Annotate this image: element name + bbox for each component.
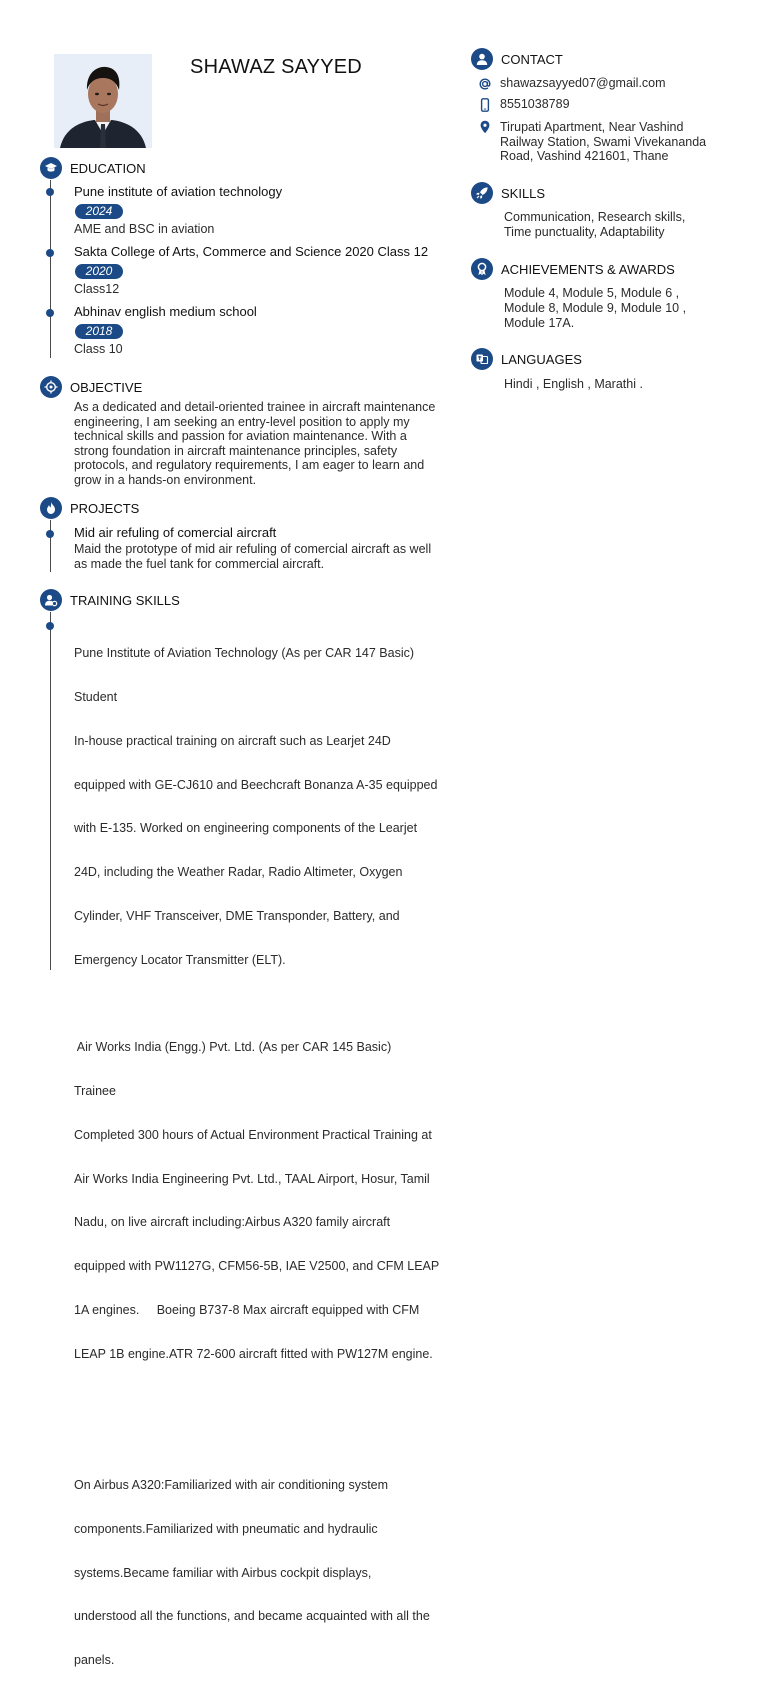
training-line: with E-135. Worked on engineering components of the Learjet (74, 821, 418, 836)
education-title: EDUCATION (70, 160, 146, 176)
training-line: equipped with PW1127G, CFM56-5B, IAE V2500, and CFM LEAP (74, 1259, 440, 1274)
address-line: Tirupati Apartment, Near Vashind (500, 120, 684, 134)
training-line: Nadu, on live aircraft including:Airbus A320 family aircraft (74, 1215, 391, 1230)
training-line: Cylinder, VHF Transceiver, DME Transponder, Battery, and (74, 908, 400, 923)
contact-phone[interactable]: 8551038789 (500, 97, 570, 111)
award-ribbon-icon (471, 258, 493, 280)
objective-line: grow in a hands-on environment. (74, 472, 257, 487)
education-detail: AME and BSC in aviation (74, 222, 215, 236)
achievements-line: Module 4, Module 5, Module 6 , (504, 286, 680, 300)
objective-line: As a dedicated and detail-oriented trainee in aircraft maintenance (74, 400, 436, 414)
project-description (74, 542, 431, 571)
at-icon (478, 77, 492, 91)
address-line: Railway Station, Swami Vivekananda (500, 134, 707, 149)
objective-line: technical skills and passion for aviation maintenance. With a (74, 429, 407, 444)
education-detail: Class 10 (74, 342, 123, 356)
objective-line: engineering, I am seeking an entry-level position to apply my (74, 414, 410, 429)
training-line (74, 1434, 439, 1449)
training-title: TRAINING SKILLS (70, 592, 180, 608)
timeline-dot (46, 249, 54, 257)
mobile-phone-icon (478, 98, 492, 112)
education-year-badge: 2018 (75, 324, 123, 339)
languages-heading (471, 348, 582, 370)
training-timeline (50, 612, 52, 970)
projects-title: PROJECTS (70, 500, 140, 516)
training-line: systems.Became familiar with Airbus cockpit displays, (74, 1565, 372, 1580)
training-heading (40, 589, 180, 611)
training-text (74, 617, 439, 1682)
training-line: Pune Institute of Aviation Technology (As per CAR 147 Basic) (74, 646, 415, 661)
project-line: as made the fuel tank for commercial aircraft. (74, 556, 325, 571)
contact-title: CONTACT (501, 51, 563, 67)
education-institution: Sakta College of Arts, Commerce and Science 2020 Class 12 (74, 244, 429, 259)
rocket-icon (471, 182, 493, 204)
skills-heading (471, 182, 545, 204)
languages-title: LANGUAGES (501, 351, 582, 367)
training-line: equipped with GE-CJ610 and Beechcraft Bonanza A-35 equipped (74, 777, 438, 792)
skills-line: Time punctuality, Adaptability (504, 225, 665, 239)
achievements-line: Module 8, Module 9, Module 10 , (504, 301, 687, 315)
education-year-badge: 2020 (75, 264, 123, 279)
candidate-name: SHAWAZ SAYYED (190, 56, 362, 78)
objective-line: strong foundation in aircraft maintenance principles, safety (74, 443, 398, 458)
training-line: 24D, including the Weather Radar, Radio Altimeter, Oxygen (74, 865, 403, 880)
training-line: Emergency Locator Transmitter (ELT). (74, 952, 286, 967)
education-heading (40, 157, 146, 179)
timeline-dot (46, 622, 54, 630)
objective-text (74, 400, 435, 488)
objective-title: OBJECTIVE (70, 379, 143, 395)
timeline-dot (46, 188, 54, 196)
skills-title: SKILLS (501, 185, 546, 201)
education-institution: Pune institute of aviation technology (74, 184, 283, 199)
project-line: Maid the prototype of mid air refuling of comercial aircraft as well (74, 542, 432, 556)
contact-email[interactable]: shawazsayyed07@gmail.com (500, 76, 666, 90)
timeline-dot (46, 530, 54, 538)
training-line: components.Familiarized with pneumatic and hydraulic (74, 1521, 378, 1536)
skills-line: Communication, Research skills, (504, 210, 686, 224)
training-line: Air Works India (Engg.) Pvt. Ltd. (As per CAR 145 Basic) (74, 1040, 392, 1055)
achievements-line: Module 17A. (504, 316, 575, 330)
training-line (74, 996, 439, 1011)
training-line: LEAP 1B engine.ATR 72-600 aircraft fitted with PW127M engine. (74, 1346, 433, 1361)
translate-icon (471, 348, 493, 370)
training-line (74, 1390, 439, 1405)
training-line: In-house practical training on aircraft such as Learjet 24D (74, 733, 391, 748)
timeline-dot (46, 309, 54, 317)
languages-text: Hindi , English , Marathi . (504, 377, 643, 391)
skills-text (504, 210, 685, 240)
training-line: Air Works India Engineering Pvt. Ltd., TAAL Airport, Hosur, Tamil (74, 1171, 430, 1186)
achievements-text (504, 286, 686, 331)
contact-address (500, 120, 706, 164)
training-line: On Airbus A320:Familiarized with air conditioning system (74, 1478, 389, 1493)
person-icon (471, 48, 493, 70)
address-line: Road, Vashind 421601, Thane (500, 149, 669, 164)
target-icon (40, 376, 62, 398)
objective-line: protocols, and regulatory requirements, I am eager to learn and (74, 458, 425, 473)
training-line: Trainee (74, 1084, 116, 1098)
flame-icon (40, 497, 62, 519)
objective-heading (40, 376, 142, 398)
projects-heading (40, 497, 139, 519)
projects-timeline (50, 520, 52, 572)
training-line: panels. (74, 1653, 115, 1668)
education-detail: Class12 (74, 282, 120, 296)
training-line: Student (74, 689, 118, 704)
graduation-cap-icon (40, 157, 62, 179)
training-line: Completed 300 hours of Actual Environment Practical Training at (74, 1127, 432, 1142)
training-line: understood all the functions, and became acquainted with all the (74, 1609, 430, 1624)
contact-heading (471, 48, 563, 70)
profile-photo (54, 54, 152, 148)
achievements-title: ACHIEVEMENTS & AWARDS (501, 261, 675, 277)
training-line: 1A engines. Boeing B737-8 Max aircraft equipped with CFM (74, 1302, 420, 1317)
education-institution: Abhinav english medium school (74, 304, 257, 319)
user-gear-icon (40, 589, 62, 611)
education-timeline (50, 180, 52, 358)
project-name: Mid air refuling of comercial aircraft (74, 525, 277, 540)
achievements-heading (471, 258, 675, 280)
map-pin-icon (478, 120, 492, 134)
education-year-badge: 2024 (75, 204, 123, 219)
